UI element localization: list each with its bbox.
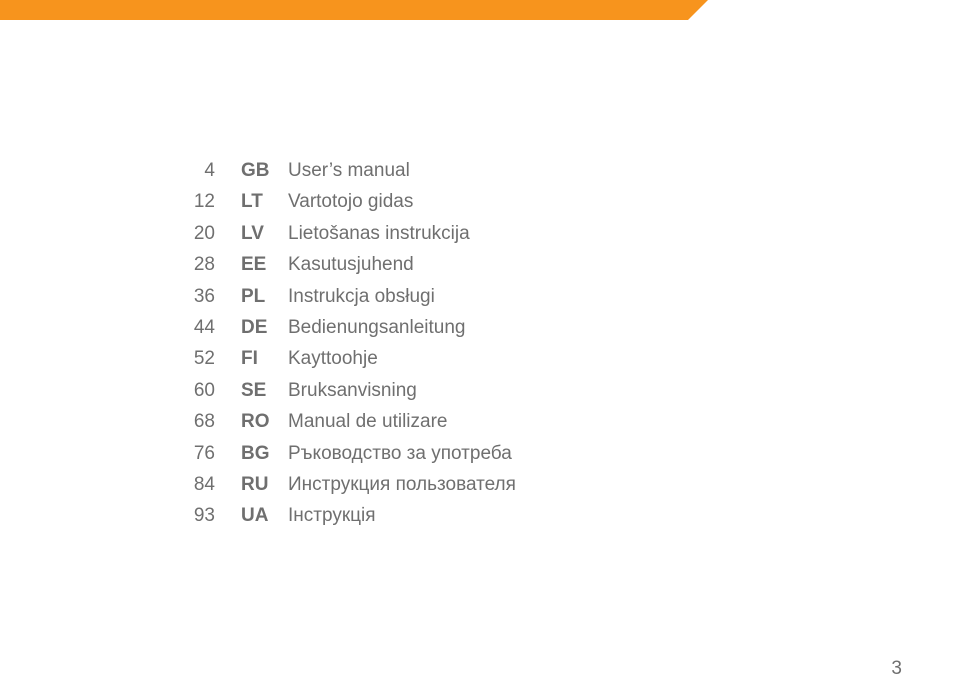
page-number: 3 bbox=[891, 658, 902, 679]
toc-language-code: LT bbox=[241, 191, 263, 213]
toc-row-pl[interactable] bbox=[180, 281, 600, 312]
toc-page-number: 68 bbox=[193, 411, 215, 433]
toc-language-code: SE bbox=[241, 379, 267, 401]
toc-row-bg[interactable] bbox=[180, 438, 600, 469]
toc-manual-title: Manual de utilizare bbox=[288, 411, 448, 433]
toc-language-code: DE bbox=[241, 316, 268, 338]
toc-manual-title: Kayttoohje bbox=[288, 348, 378, 370]
toc-manual-title: Lietošanas instrukcija bbox=[288, 222, 470, 244]
toc-row-lv[interactable] bbox=[180, 218, 600, 249]
toc-language-code: RU bbox=[241, 473, 269, 495]
toc-row-ee[interactable] bbox=[180, 249, 600, 280]
toc-page-number: 44 bbox=[193, 316, 215, 338]
orange-header-band bbox=[0, 0, 954, 20]
toc-row-se[interactable] bbox=[180, 375, 600, 406]
toc-row-de[interactable] bbox=[180, 312, 600, 343]
toc-row-ro[interactable] bbox=[180, 406, 600, 437]
toc-manual-title: Kasutusjuhend bbox=[288, 254, 414, 276]
toc-page-number: 20 bbox=[193, 222, 215, 244]
toc-page-number: 52 bbox=[193, 348, 215, 370]
toc-language-code: GB bbox=[241, 160, 270, 181]
toc-row-ua[interactable] bbox=[180, 500, 600, 531]
toc-language-code: PL bbox=[241, 285, 266, 307]
toc-language-code: FI bbox=[241, 348, 258, 370]
toc-page-number: 84 bbox=[193, 473, 215, 495]
toc-row-fi[interactable] bbox=[180, 343, 600, 374]
toc-row-ru[interactable] bbox=[180, 469, 600, 500]
toc-manual-title: Vartotojo gidas bbox=[288, 191, 414, 213]
toc-language-code: RO bbox=[241, 411, 270, 433]
toc-language-code: UA bbox=[241, 505, 269, 527]
toc-page-number: 12 bbox=[193, 191, 215, 213]
toc-page-number: 36 bbox=[193, 285, 215, 307]
toc-page-number: 4 bbox=[204, 160, 215, 181]
toc-page-number: 28 bbox=[193, 254, 215, 276]
toc-row-gb[interactable] bbox=[180, 155, 600, 186]
toc-language-code: BG bbox=[241, 442, 270, 464]
toc-manual-title: User’s manual bbox=[288, 160, 410, 181]
table-of-contents bbox=[180, 155, 600, 532]
toc-manual-title: Инструкция пользователя bbox=[288, 473, 516, 495]
toc-manual-title: Bruksanvisning bbox=[288, 379, 417, 401]
toc-page-number: 93 bbox=[193, 505, 215, 527]
toc-manual-title: Bedienungsanleitung bbox=[288, 316, 466, 338]
toc-manual-title: Ръководство за употреба bbox=[288, 442, 512, 464]
toc-manual-title: Instrukcja obsługi bbox=[288, 285, 435, 307]
toc-row-lt[interactable] bbox=[180, 186, 600, 217]
toc-page-number: 60 bbox=[193, 379, 215, 401]
toc-manual-title: Інструкція bbox=[288, 505, 376, 527]
toc-language-code: LV bbox=[241, 222, 264, 244]
toc-language-code: EE bbox=[241, 254, 267, 276]
toc-page-number: 76 bbox=[193, 442, 215, 464]
